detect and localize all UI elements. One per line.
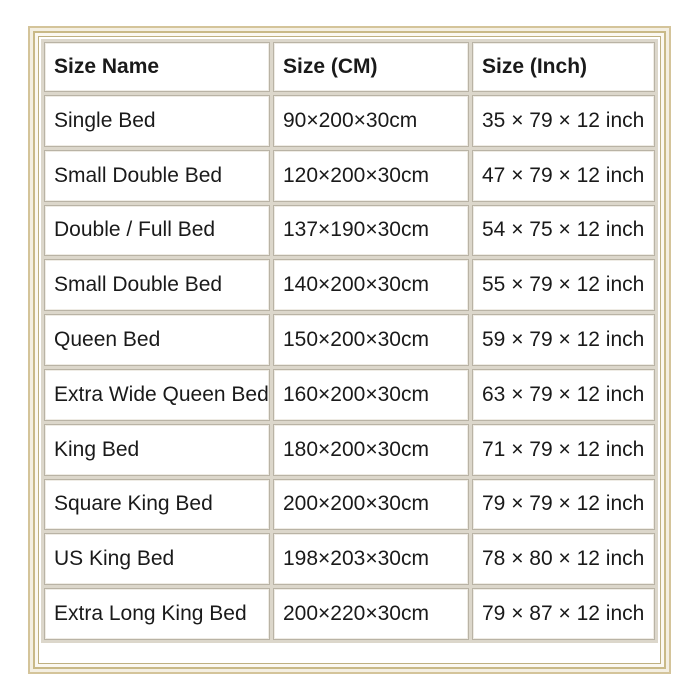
cell-size-name: Square King Bed <box>44 479 270 531</box>
cell-size-cm: 200×220×30cm <box>273 588 469 640</box>
cell-size-name: Small Double Bed <box>44 259 270 311</box>
header-size-cm: Size (CM) <box>273 42 469 92</box>
cell-size-inch: 35 × 79 × 12 inch <box>472 95 655 147</box>
cell-size-inch: 54 × 75 × 12 inch <box>472 205 655 257</box>
header-size-inch: Size (Inch) <box>472 42 655 92</box>
cell-size-name: Small Double Bed <box>44 150 270 202</box>
cell-size-cm: 150×200×30cm <box>273 314 469 366</box>
cell-size-inch: 63 × 79 × 12 inch <box>472 369 655 421</box>
table-row <box>44 314 655 366</box>
table-row <box>44 150 655 202</box>
cell-size-name: Queen Bed <box>44 314 270 366</box>
cell-size-name: Single Bed <box>44 95 270 147</box>
table-row <box>44 205 655 257</box>
cell-size-name: Extra Wide Queen Bed <box>44 369 270 421</box>
cell-size-name: Double / Full Bed <box>44 205 270 257</box>
table-row <box>44 95 655 147</box>
cell-size-cm: 200×200×30cm <box>273 479 469 531</box>
cell-size-inch: 47 × 79 × 12 inch <box>472 150 655 202</box>
cell-size-name: Extra Long King Bed <box>44 588 270 640</box>
cell-size-inch: 78 × 80 × 12 inch <box>472 533 655 585</box>
header-size-name: Size Name <box>44 42 270 92</box>
table-row <box>44 259 655 311</box>
cell-size-cm: 140×200×30cm <box>273 259 469 311</box>
cell-size-cm: 160×200×30cm <box>273 369 469 421</box>
size-chart-table <box>41 39 658 643</box>
cell-size-name: King Bed <box>44 424 270 476</box>
table-row <box>44 369 655 421</box>
cell-size-inch: 55 × 79 × 12 inch <box>472 259 655 311</box>
cell-size-cm: 180×200×30cm <box>273 424 469 476</box>
table-row <box>44 479 655 531</box>
header-row <box>44 42 655 92</box>
table-row <box>44 588 655 640</box>
table-row <box>44 424 655 476</box>
cell-size-inch: 79 × 87 × 12 inch <box>472 588 655 640</box>
cell-size-cm: 137×190×30cm <box>273 205 469 257</box>
table-row <box>44 533 655 585</box>
cell-size-inch: 71 × 79 × 12 inch <box>472 424 655 476</box>
cell-size-inch: 79 × 79 × 12 inch <box>472 479 655 531</box>
cell-size-cm: 120×200×30cm <box>273 150 469 202</box>
cell-size-cm: 90×200×30cm <box>273 95 469 147</box>
cell-size-cm: 198×203×30cm <box>273 533 469 585</box>
cell-size-inch: 59 × 79 × 12 inch <box>472 314 655 366</box>
cell-size-name: US King Bed <box>44 533 270 585</box>
